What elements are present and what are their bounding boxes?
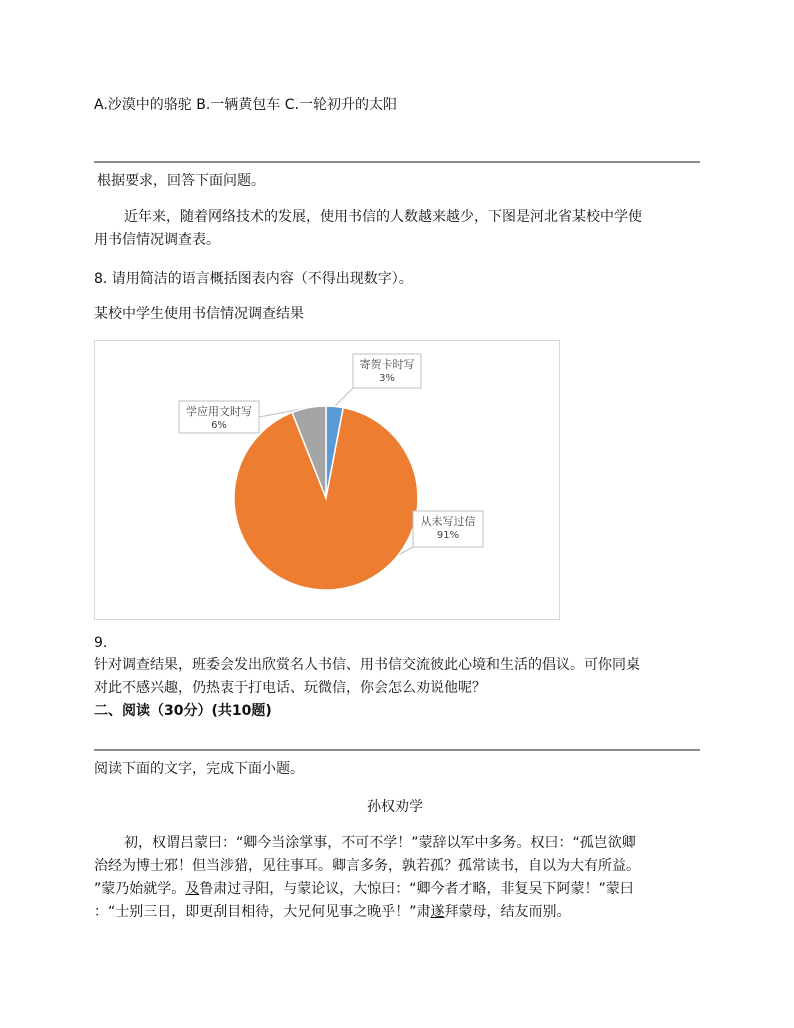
intro-line-1: 近年来，随着网络技术的发展，使用书信的人数越来越少，下图是河北省某校中学使 — [124, 209, 642, 225]
question-9-line-1: 针对调查结果，班委会发出欣赏名人书信、用书信交流彼此心境和生活的倡议。可你同桌 — [94, 657, 640, 673]
question-9-number: 9. — [94, 635, 108, 651]
question-9-line-2: 对此不感兴趣，仍热衷于打电话、玩微信，你会怎么劝说他呢？ — [94, 680, 486, 696]
data-label-percent: 91% — [436, 530, 460, 541]
question-8: 8. 请用简洁的语言概括图表内容（不得出现数字）。 — [94, 271, 413, 287]
passage-line-2: 治经为博士邪！但当涉猎，见往事耳。卿言多务，孰若孤？孤常读书，自以为大有所益。 — [94, 858, 640, 874]
underlined-word-sui: 遂 — [430, 904, 445, 920]
passage-line-3-start: ”蒙乃始就学。 — [94, 881, 186, 897]
data-label-category: 寄贺卡时写 — [359, 358, 415, 371]
passage-line-4 — [94, 901, 571, 921]
intro-line-2: 用书信情况调查表。 — [94, 232, 220, 248]
divider-1 — [94, 161, 700, 163]
data-label-category: 从未写过信 — [420, 515, 476, 528]
chart-frame — [94, 340, 560, 620]
passage-title: 孙权劝学 — [367, 799, 423, 815]
data-label-percent: 3% — [379, 373, 395, 384]
pie-chart — [95, 341, 559, 619]
instruction: 根据要求，回答下面问题。 — [97, 173, 265, 189]
divider-2 — [94, 749, 700, 751]
chart-title: 某校中学生使用书信情况调查结果 — [94, 306, 304, 322]
pie-slices — [234, 406, 418, 590]
underlined-word-ji: 及 — [185, 881, 200, 897]
passage-line-4-start: ：“士别三日，即更刮目相待，大兄何见事之晚乎！”肃 — [94, 904, 431, 920]
leader-line — [335, 388, 353, 406]
passage-line-3 — [94, 878, 634, 898]
data-label-percent: 6% — [211, 420, 227, 431]
passage-line-1: 初，权谓吕蒙曰：“卿今当涂掌事，不可不学！”蒙辞以军中多务。权曰：“孤岂欲卿 — [124, 835, 636, 851]
data-label-category: 学应用文时写 — [186, 405, 252, 418]
passage-line-4-end: 拜蒙母，结友而别。 — [444, 904, 571, 920]
passage-line-3-end: 鲁肃过寻阳，与蒙论议，大惊曰：“卿今者才略，非复吴下阿蒙！”蒙曰 — [199, 881, 634, 897]
options-line: A.沙漠中的骆驼 B.一辆黄包车 C.一轮初升的太阳 — [94, 97, 397, 113]
read-instruction: 阅读下面的文字，完成下面小题。 — [94, 761, 304, 777]
section-heading: 二、阅读（30分）(共10题) — [94, 703, 272, 719]
